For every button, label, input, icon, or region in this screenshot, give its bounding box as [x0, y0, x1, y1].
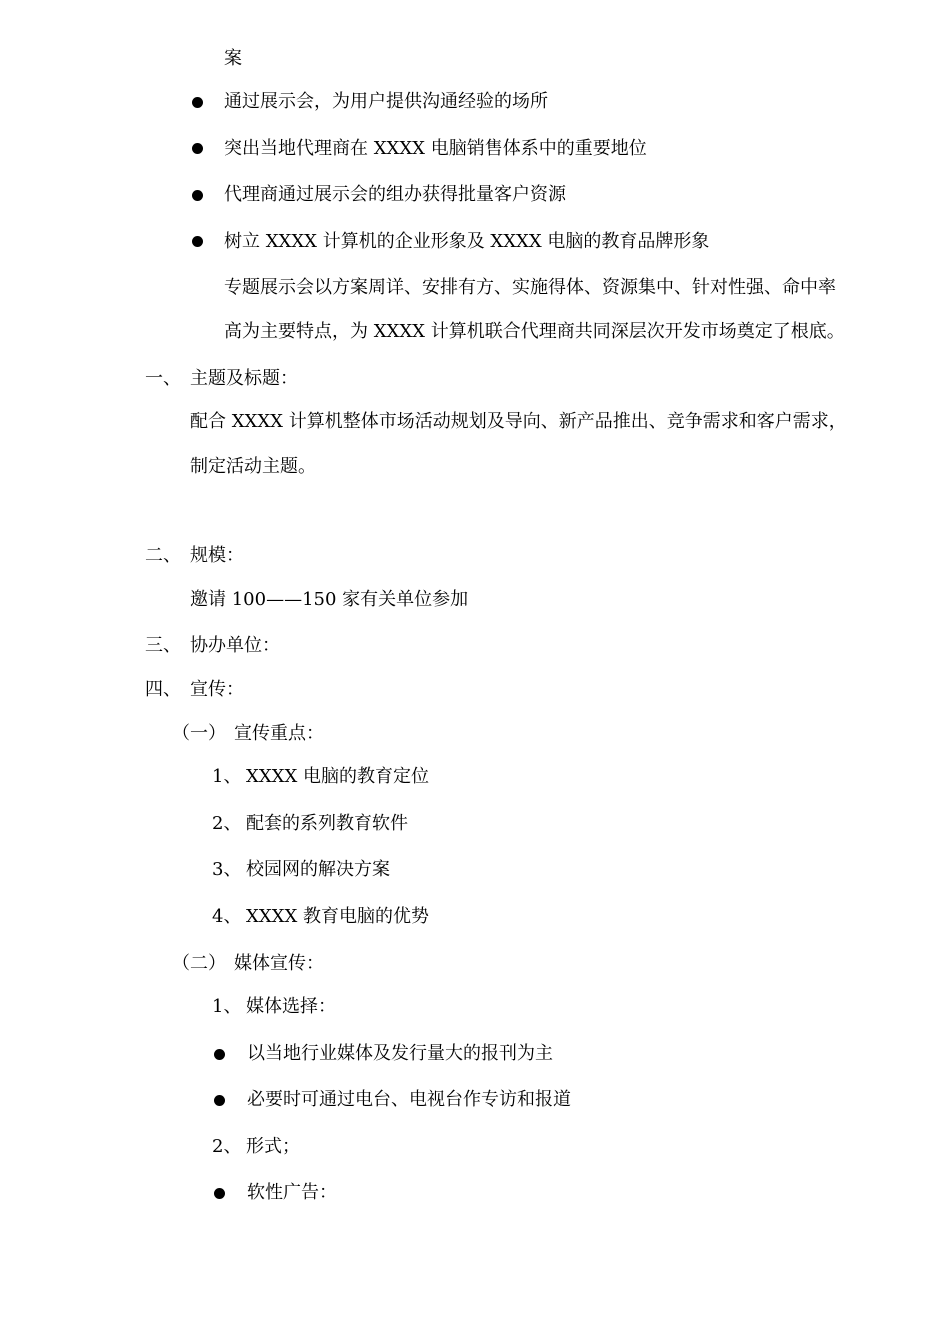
sub1-item-1-text: XXXX 电脑的教育定位: [246, 766, 429, 787]
bullet-icon: [192, 143, 203, 154]
sub1-item-2-text: 配套的系列教育软件: [246, 813, 408, 834]
intro-bullet-2: 突出当地代理商在 XXXX 电脑销售体系中的重要地位: [224, 138, 647, 159]
intro-bullet-1: 通过展示会，为用户提供沟通经验的场所: [224, 91, 548, 112]
sub1-item-2-number: 2、: [212, 813, 242, 834]
intro-bullet-4: 树立 XXXX 计算机的企业形象及 XXXX 电脑的教育品牌形象: [224, 231, 710, 252]
section-four-number: 四、: [145, 679, 181, 700]
sub2-item-1-text: 媒体选择：: [246, 996, 336, 1017]
sub1-item-4-number: 4、: [212, 906, 242, 927]
section-three-number: 三、: [145, 635, 181, 656]
sub1-item-4-text: XXXX 教育电脑的优势: [246, 906, 429, 927]
section-four-title: 宣传：: [190, 679, 244, 700]
summary-line-1: 专题展示会以方案周详、安排有方、实施得体、资源集中、针对性强、命中率: [224, 277, 836, 298]
bullet-icon: [192, 97, 203, 108]
section-two-title: 规模：: [190, 545, 244, 566]
section-one-body-line-1: 配合 XXXX 计算机整体市场活动规划及导向、新产品推出、竞争需求和客户需求，: [190, 411, 847, 432]
section-one-body-line-2: 制定活动主题。: [190, 456, 316, 477]
bullet-icon: [192, 190, 203, 201]
continuation-text: 案: [224, 48, 242, 69]
bullet-icon: [214, 1188, 225, 1199]
summary-line-2: 高为主要特点，为 XXXX 计算机联合代理商共同深层次开发市场奠定了根底。: [224, 321, 845, 342]
sub2-item-1-number: 1、: [212, 996, 242, 1017]
sub1-item-1-number: 1、: [212, 766, 242, 787]
sub2-item-2-number: 2、: [212, 1136, 242, 1157]
sub1-item-3-text: 校园网的解决方案: [246, 859, 390, 880]
sub1-item-3-number: 3、: [212, 859, 242, 880]
sub2-item-1-bullet-2: 必要时可通过电台、电视台作专访和报道: [247, 1089, 571, 1110]
section-three-title: 协办单位：: [190, 635, 280, 656]
bullet-icon: [214, 1049, 225, 1060]
intro-bullet-3: 代理商通过展示会的组办获得批量客户资源: [224, 184, 566, 205]
bullet-icon: [214, 1095, 225, 1106]
section-two-number: 二、: [145, 545, 181, 566]
sub2-item-1-bullet-1: 以当地行业媒体及发行量大的报刊为主: [247, 1043, 553, 1064]
bullet-icon: [192, 236, 203, 247]
subsection-1-title: 宣传重点：: [234, 723, 324, 744]
sub2-item-2-text: 形式；: [246, 1136, 300, 1157]
sub2-item-2-bullet-1: 软性广告：: [247, 1182, 337, 1203]
subsection-1-number: （一）: [172, 723, 226, 744]
section-one-title: 主题及标题：: [190, 368, 298, 389]
section-one-number: 一、: [145, 368, 181, 389]
section-two-body: 邀请 100——150 家有关单位参加: [190, 589, 469, 610]
subsection-2-number: （二）: [172, 953, 226, 974]
subsection-2-title: 媒体宣传：: [234, 953, 324, 974]
